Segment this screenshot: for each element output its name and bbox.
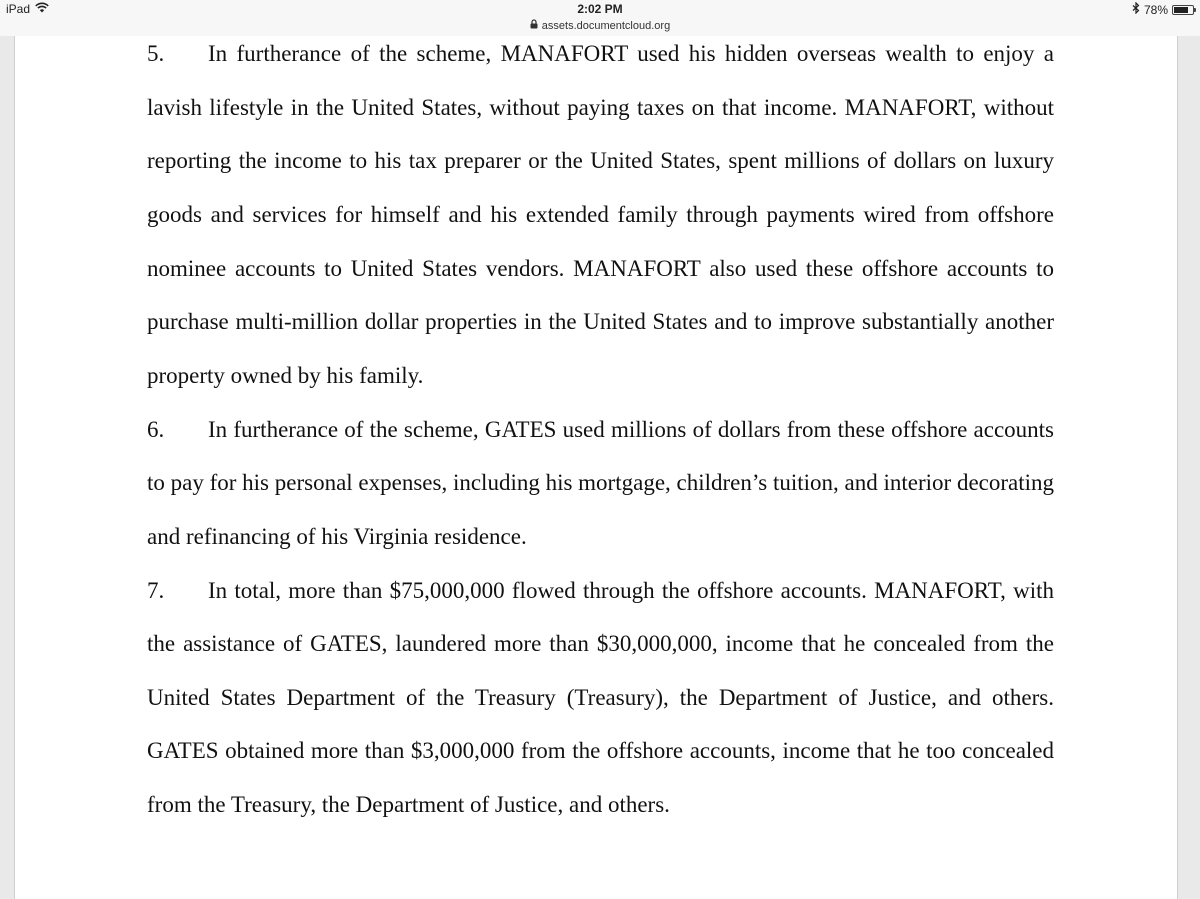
status-center — [0, 2, 1200, 34]
paragraph-5-line-7: property owned by his family. — [147, 363, 424, 388]
paragraph-number: 6. — [147, 417, 165, 442]
bluetooth-icon — [1132, 2, 1140, 17]
paragraph-number: 7. — [147, 578, 165, 603]
paragraph-7-line-1 — [147, 577, 1054, 605]
paragraph-7-line-5: from the Treasury, the Department of Justice, and others. — [147, 792, 670, 817]
battery-percent: 78% — [1143, 2, 1168, 17]
paragraph-5-line-3: reporting the income to his tax preparer or the United States, spent millions of dollars on luxury — [147, 148, 1054, 173]
document-page[interactable] — [14, 36, 1178, 899]
paragraph-7-line-4: GATES obtained more than $3,000,000 from the offshore accounts, income that he too concealed — [147, 738, 1054, 763]
url-text: assets.documentcloud.org — [541, 20, 671, 32]
address-bar[interactable] — [530, 19, 670, 33]
lock-icon — [530, 19, 538, 33]
paragraph-7-line-2: the assistance of GATES, laundered more than $30,000,000, income that he concealed from the — [147, 631, 1054, 656]
paragraph-6-line-1 — [147, 416, 1054, 444]
paragraph-6-line-2: to pay for his personal expenses, including his mortgage, children’s tuition, and interior decorating — [147, 470, 1055, 495]
battery-icon — [1172, 5, 1194, 15]
paragraph-5-line-1 — [147, 40, 1054, 68]
device-name: iPad — [6, 2, 31, 16]
line-text: In furtherance of the scheme, GATES used millions of dollars from these offshore accounts — [208, 417, 1054, 442]
paragraph-6-line-3: and refinancing of his Virginia residence. — [147, 524, 527, 549]
line-text: In furtherance of the scheme, MANAFORT used his hidden overseas wealth to enjoy a — [208, 41, 1054, 66]
battery-level-fill — [1174, 7, 1188, 13]
paragraph-5-line-5: nominee accounts to United States vendors. MANAFORT also used these offshore accounts to — [147, 256, 1054, 281]
line-text: In total, more than $75,000,000 flowed through the offshore accounts. MANAFORT, with — [208, 578, 1054, 603]
paragraph-7-line-3: United States Department of the Treasury (Treasury), the Department of Justice, and others. — [147, 685, 1054, 710]
paragraph-5-line-4: goods and services for himself and his extended family through payments wired from offshore — [147, 202, 1054, 227]
paragraph-number: 5. — [147, 41, 165, 66]
status-right — [1132, 2, 1194, 17]
paragraph-5-line-2: lavish lifestyle in the United States, without paying taxes on that income. MANAFORT, without — [147, 95, 1054, 120]
status-bar — [0, 0, 1200, 36]
paragraph-5-line-6: purchase multi-million dollar properties in the United States and to improve substantially another — [147, 309, 1054, 334]
clock: 2:02 PM — [577, 2, 623, 16]
